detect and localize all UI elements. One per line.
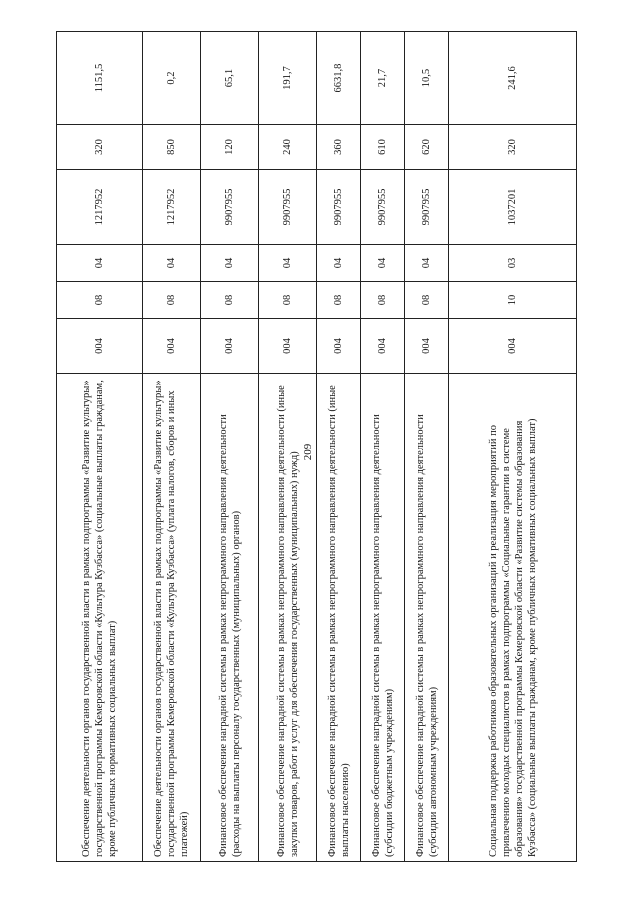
row-description: Финансовое обеспечение наградной системы в рамках непрограммного направления деятельности (иные закупки товаров, работ и услуг для обеспечения государственных (муниципальных) нужд) [259,374,317,862]
target-article-code: 9907955 [361,170,405,245]
section-code: 08 [405,282,449,319]
section-code: 08 [143,282,201,319]
ministry-code: 004 [449,319,577,374]
row-description: Финансовое обеспечение наградной системы в рамках непрограммного направления деятельности (субсидии автономным учреждениям) [405,374,449,862]
table-row [143,32,201,862]
target-article-code: 9907955 [317,170,361,245]
subsection-code: 04 [57,245,143,282]
amount-value: 21,7 [361,32,405,125]
section-code: 10 [449,282,577,319]
ministry-code: 004 [317,319,361,374]
table-row [57,32,143,862]
row-description: Финансовое обеспечение наградной системы в рамках непрограммного направления деятельности (расходы на выплаты персоналу государственных (муниципальных) органов) [201,374,259,862]
page-number: 209 [302,443,314,461]
budget-table-container [56,32,576,862]
subsection-code: 04 [361,245,405,282]
table-row [317,32,361,862]
row-description: Социальная поддержка работников образовательных организаций и реализация мероприятий по привлечению молодых специалистов в рамках подпрограммы «Социальные гарантии в системе образования» государственной программы Кемеровской области «Развитие системы образования Кузбасса» (социальные выплаты гражданам, кроме публичных нормативных социальных выплат) [449,374,577,862]
target-article-code: 1217952 [57,170,143,245]
budget-table [56,31,577,862]
subsection-code: 04 [317,245,361,282]
table-row [201,32,259,862]
row-description: Обеспечение деятельности органов государственной власти в рамках подпрограммы «Развитие культуры» государственной программы Кемеровской области «Культура Кузбасса» (уплата налогов, сборов и иных платежей) [143,374,201,862]
amount-value: 1151,5 [57,32,143,125]
table-row [449,32,577,862]
expense-type-code: 120 [201,125,259,170]
table-row [405,32,449,862]
ministry-code: 004 [259,319,317,374]
budget-table-body [57,32,577,862]
target-article-code: 9907955 [259,170,317,245]
section-code: 08 [317,282,361,319]
amount-value: 6631,8 [317,32,361,125]
row-description: Финансовое обеспечение наградной системы в рамках непрограммного направления деятельности (субсидии бюджетным учреждениям) [361,374,405,862]
subsection-code: 03 [449,245,577,282]
amount-value: 241,6 [449,32,577,125]
expense-type-code: 320 [57,125,143,170]
amount-value: 65,1 [201,32,259,125]
target-article-code: 1217952 [143,170,201,245]
target-article-code: 1037201 [449,170,577,245]
ministry-code: 004 [143,319,201,374]
target-article-code: 9907955 [405,170,449,245]
subsection-code: 04 [405,245,449,282]
ministry-code: 004 [57,319,143,374]
section-code: 08 [201,282,259,319]
section-code: 08 [259,282,317,319]
subsection-code: 04 [201,245,259,282]
section-code: 08 [361,282,405,319]
section-code: 08 [57,282,143,319]
amount-value: 191,7 [259,32,317,125]
expense-type-code: 320 [449,125,577,170]
ministry-code: 004 [405,319,449,374]
expense-type-code: 610 [361,125,405,170]
row-description: Финансовое обеспечение наградной системы в рамках непрограммного направления деятельности (иные выплаты населению) [317,374,361,862]
expense-type-code: 240 [259,125,317,170]
expense-type-code: 850 [143,125,201,170]
ministry-code: 004 [201,319,259,374]
amount-value: 0,2 [143,32,201,125]
expense-type-code: 360 [317,125,361,170]
ministry-code: 004 [361,319,405,374]
row-description: Обеспечение деятельности органов государственной власти в рамках подпрограммы «Развитие культуры» государственной программы Кемеровской области «Культура Кузбасса» (социальные выплаты гражданам, кроме публичных нормативных социальных выплат) [57,374,143,862]
subsection-code: 04 [259,245,317,282]
subsection-code: 04 [143,245,201,282]
target-article-code: 9907955 [201,170,259,245]
table-row [259,32,317,862]
amount-value: 10,5 [405,32,449,125]
table-row [361,32,405,862]
expense-type-code: 620 [405,125,449,170]
